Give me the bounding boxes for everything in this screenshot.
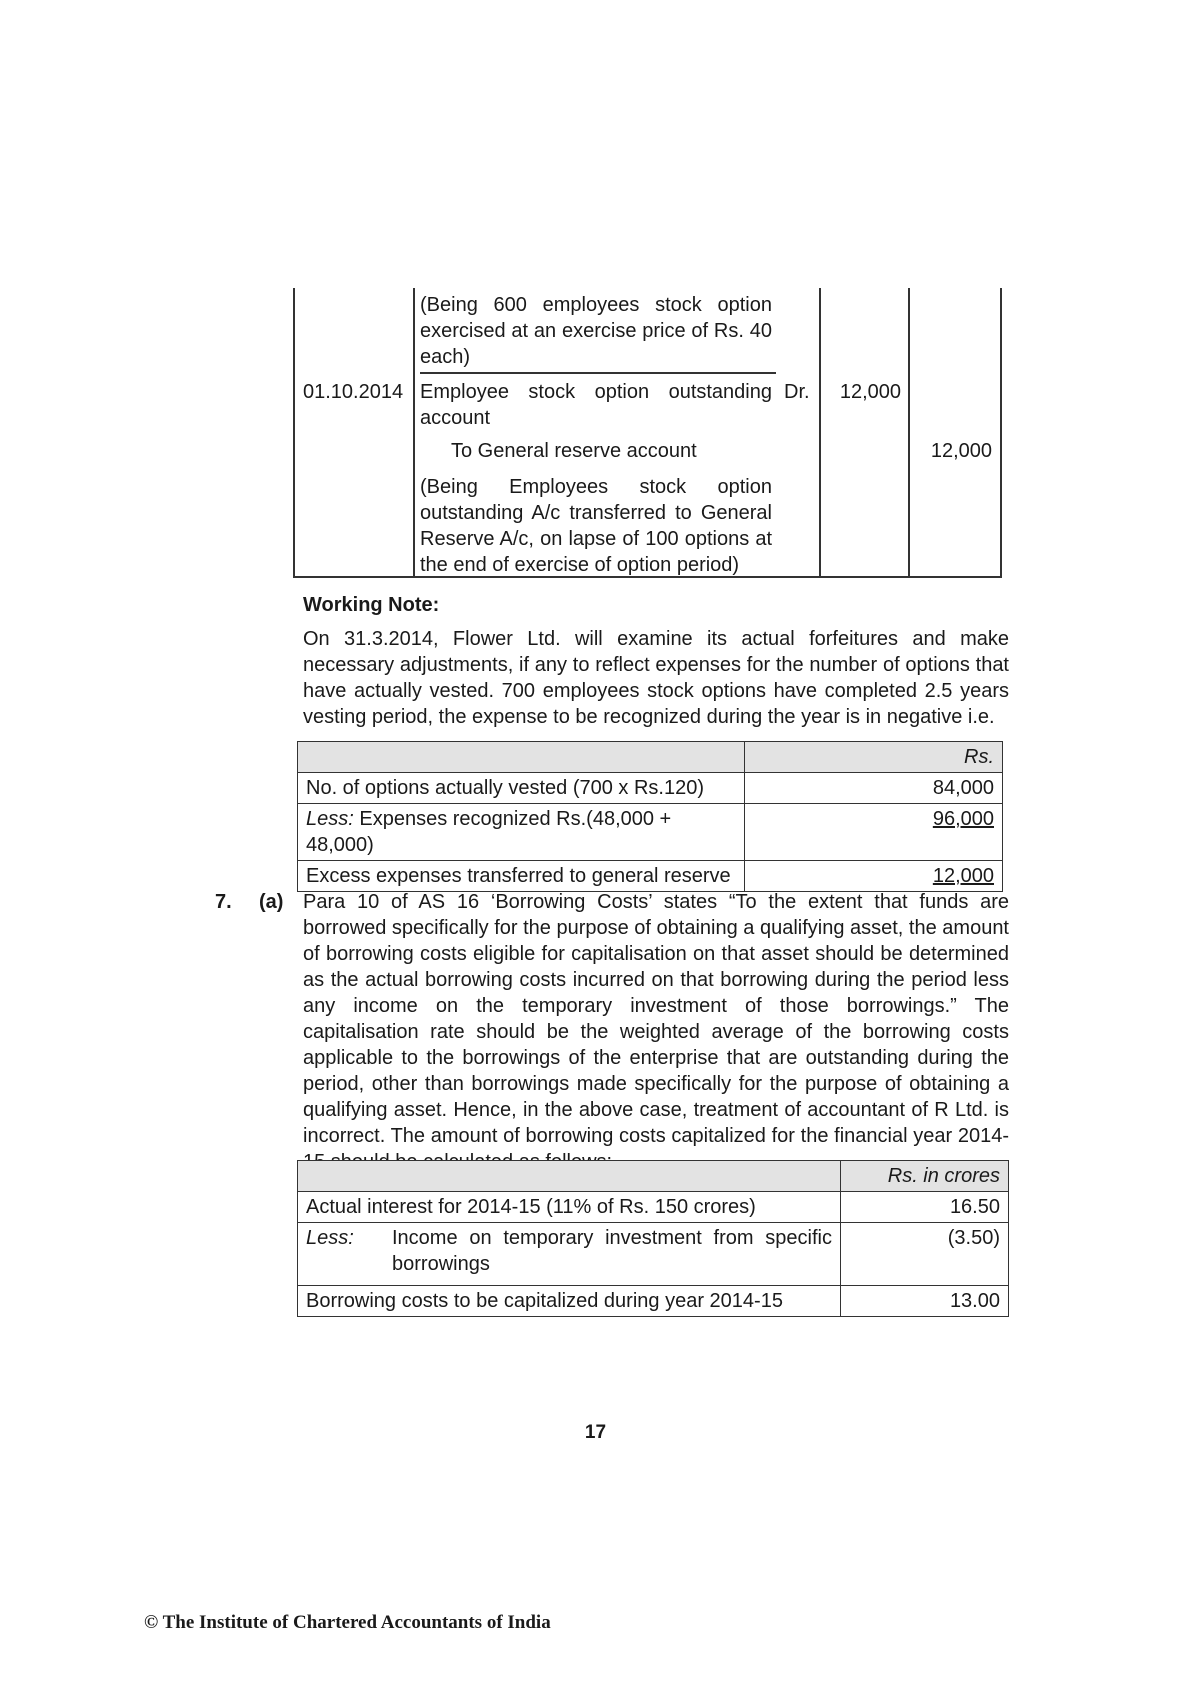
journal-border-date	[413, 288, 415, 576]
journal-credit-amount: 12,000	[930, 440, 992, 462]
table-row	[298, 1286, 1009, 1317]
table-cell-label	[298, 1223, 841, 1286]
page-number: 17	[584, 1422, 607, 1443]
table-header-amount: Rs. in crores	[841, 1161, 1009, 1192]
table-cell-amount: 96,000	[745, 804, 1003, 861]
journal-border-debit	[908, 288, 910, 576]
table-header-blank	[298, 1161, 841, 1192]
less-prefix: Less:	[306, 808, 354, 830]
table-cell-amount: (3.50)	[841, 1223, 1009, 1286]
table-row	[298, 804, 1003, 861]
journal-border-left	[293, 288, 295, 576]
working-note-paragraph: On 31.3.2014, Flower Ltd. will examine its actual forfeitures and make necessary adjustments, if any to reflect expenses for the number of options that have actually vested. 700 employees stock options have completed 2.5 years vesting period, the expense to be recognized during the year is in negative i.e.	[303, 628, 1009, 728]
table-cell-amount: 13.00	[841, 1286, 1009, 1317]
table-cell-label: No. of options actually vested (700 x Rs.120)	[298, 773, 745, 804]
footer-copyright: © The Institute of Chartered Accountants of India	[144, 1612, 551, 1633]
table-cell-label: Actual interest for 2014-15 (11% of Rs. 150 crores)	[298, 1192, 841, 1223]
working-note-table	[297, 741, 1003, 892]
working-note-heading: Working Note:	[303, 594, 440, 616]
journal-narration: (Being Employees stock option outstanding A/c transferred to General Reserve A/c, on lapse of 100 options at the end of exercise of option period)	[420, 476, 772, 576]
journal-border-dr	[819, 288, 821, 576]
less-label: Income on temporary investment from specific borrowings	[392, 1227, 832, 1275]
table-header-amount: Rs.	[745, 742, 1003, 773]
less-row	[306, 1225, 832, 1277]
table-cell-label: Borrowing costs to be capitalized during year 2014-15	[298, 1286, 841, 1317]
table-header-blank	[298, 742, 745, 773]
table-cell-amount: 84,000	[745, 773, 1003, 804]
table-row	[298, 861, 1003, 892]
borrowing-cost-table	[297, 1160, 1009, 1317]
question-number: 7.	[215, 891, 232, 913]
journal-credit-account: To General reserve account	[451, 440, 697, 462]
journal-debit-amount: 12,000	[839, 381, 901, 403]
table-header-row	[298, 742, 1003, 773]
question-paragraph: Para 10 of AS 16 ‘Borrowing Costs’ states “To the extent that funds are borrowed specifically for the purpose of obtaining a qualifying asset, the amount of borrowing costs eligible for capitalisation on that asset should be determined as the actual borrowing costs incurred on that borrowing during the period less any income on the temporary investment of those borrowings.” The capitalisation rate should be the weighted average of the borrowing costs applicable to the borrowings of the enterprise that are outstanding during the period, other than borrowings made specifically for the purpose of obtaining a qualifying asset. Hence, in the above case, treatment of accountant of R Ltd. is incorrect. The amount of borrowing costs capitalized for the financial year 2014-	[303, 891, 1009, 1147]
table-cell-amount: 16.50	[841, 1192, 1009, 1223]
table-cell-label: Excess expenses transferred to general reserve	[298, 861, 745, 892]
journal-debit-account: Employee stock option outstanding account	[420, 381, 772, 429]
journal-narration: (Being 600 employees stock option exercised at an exercise price of Rs. 40 each)	[420, 294, 772, 368]
journal-border-right	[1000, 288, 1002, 576]
table-header-row	[298, 1161, 1009, 1192]
table-cell-amount: 12,000	[745, 861, 1003, 892]
journal-row-separator	[420, 372, 776, 374]
table-row	[298, 1192, 1009, 1223]
journal-date: 01.10.2014	[303, 381, 404, 403]
less-prefix: Less:	[306, 1227, 354, 1249]
question-part: (a)	[259, 891, 284, 913]
table-cell-label: Less: Expenses recognized Rs.(48,000 + 48,000)	[298, 804, 745, 861]
table-row	[298, 773, 1003, 804]
journal-dr-label: Dr.	[784, 381, 810, 403]
table-row	[298, 1223, 1009, 1286]
